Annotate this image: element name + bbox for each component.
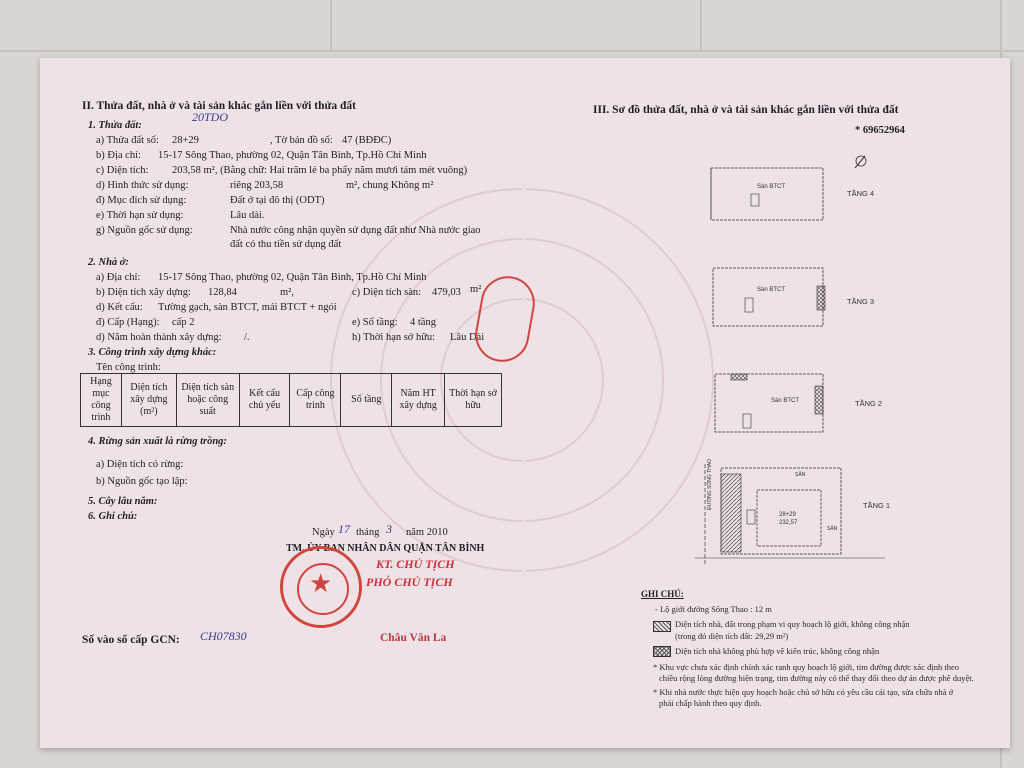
floor-tile-line [0, 50, 1024, 52]
diagram-notes-heading: GHI CHÚ: [641, 589, 684, 599]
yard-label: SÂN [795, 472, 806, 478]
table-header-cell: Cấp công trình [290, 374, 341, 427]
origin-value-1: Nhà nước công nhận quyền sử dụng đất như Nhà nước giao [230, 225, 481, 236]
floor-area-value: 479,03 [432, 287, 461, 298]
notes-heading: 6. Ghi chú: [88, 511, 138, 522]
origin-value-2: đất có thu tiền sử dụng đất [230, 239, 342, 250]
star-icon: ★ [309, 569, 333, 598]
signer-name: Châu Văn La [380, 632, 447, 644]
floor-area-label: c) Diện tích sàn: [352, 287, 422, 298]
table-header-cell: Thời hạn sở hữu [445, 374, 502, 427]
parcel-value: 28+29 [172, 135, 199, 146]
forest-origin-label: b) Nguồn gốc tạo lập: [96, 476, 188, 487]
works-name-label: Tên công trình: [96, 362, 161, 373]
crosshatch-legend-icon [653, 646, 671, 657]
land-heading: 1. Thửa đất: [88, 120, 142, 131]
parcel-label: a) Thửa đất số: [96, 135, 159, 146]
table-header-row [81, 374, 502, 427]
forest-heading: 4. Rừng sản xuất là rừng trồng: [88, 436, 227, 447]
table-header-cell: Diện tích sàn hoặc công suất [176, 374, 239, 427]
other-works-heading: 3. Công trình xây dựng khác: [88, 347, 217, 358]
table-header-cell: Diện tích xây dựng (m²) [121, 374, 176, 427]
floor-room-label: Sàn BTCT [757, 287, 786, 293]
road-setback-area [721, 474, 741, 552]
forest-area-label: a) Diện tích có rừng: [96, 459, 184, 470]
hatch-legend-icon [653, 621, 671, 632]
vice-chairman: PHÓ CHỦ TỊCH [366, 575, 453, 589]
address-value: 15-17 Sông Thao, phường 02, Quận Tân Bình, Tp.Hồ Chí Minh [158, 150, 427, 161]
date-year: năm 2010 [406, 527, 448, 538]
date-day-label: Ngày [312, 527, 335, 538]
perennial-heading: 5. Cây lâu năm: [88, 496, 158, 507]
purpose-value: Đất ở tại đô thị (ODT) [230, 195, 325, 206]
house-address-value: 15-17 Sông Thao, phường 02, Quận Tân Bình, Tp.Hồ Chí Minh [158, 272, 427, 283]
floor-tile-line [700, 0, 702, 50]
compass-icon [855, 156, 866, 168]
purpose-label: đ) Mục đích sử dụng: [96, 195, 187, 206]
left-page [40, 58, 525, 748]
other-works-table [80, 373, 502, 427]
floor-label: TẦNG 1 [863, 501, 891, 510]
table-header-cell: Kết cấu chủ yếu [239, 374, 290, 427]
note-setback-2: (trong đó diện tích đất: 29,29 m²) [675, 631, 789, 641]
table-header-cell: Hạng mục công trình [81, 374, 122, 427]
authority-title: TM. ỦY BAN NHÂN DÂN QUẬN TÂN BÌNH [286, 543, 485, 554]
handwritten-note: 20TDO [192, 110, 229, 124]
area-label: c) Diện tích: [96, 165, 149, 176]
registry-value: CH07830 [200, 629, 247, 643]
address-label: b) Địa chỉ: [96, 150, 141, 161]
note-renovation-2: phải chấp hành theo quy định. [659, 698, 762, 708]
registry-label: Số vào sổ cấp GCN: [82, 634, 180, 646]
note-setback-1: Diện tích nhà, đất trong phạm vi quy hoạch lộ giới, không công nhận [675, 619, 910, 629]
kt-chairman: KT. CHỦ TỊCH [376, 557, 455, 571]
serial-number: * 69652964 [855, 125, 905, 136]
form-label: d) Hình thức sử dụng: [96, 180, 189, 191]
year-label: d) Năm hoàn thành xây dựng: [96, 332, 222, 343]
area-value: 203,58 m², (Bằng chữ: Hai trăm lẻ ba phẩy năm mươi tám mét vuông) [172, 165, 468, 176]
parcel-number: 28+29 [779, 512, 796, 518]
floor-plan-2 [715, 374, 823, 432]
year-value: /. [244, 332, 250, 343]
land-certificate-document [40, 58, 1010, 748]
floors-value: 4 tầng [410, 317, 436, 328]
note-renovation-1: * Khi nhà nước thực hiện quy hoạch hoặc chủ sở hữu có yêu cầu cải tạo, sửa chữa nhà ở [653, 687, 954, 697]
map-label: , Tờ bản đồ số: [270, 135, 333, 146]
floor-label: TẦNG 3 [847, 297, 875, 306]
date-month: 3 [386, 522, 392, 536]
floor-label: TẦNG 2 [855, 399, 883, 408]
date-month-label: tháng [356, 527, 380, 538]
form-value: riêng 203,58 [230, 180, 284, 191]
form-common: m², chung Không m² [346, 180, 434, 191]
floors-label: e) Số tầng: [352, 317, 398, 328]
own-term-label: h) Thời hạn sở hữu: [352, 332, 436, 343]
built-area-value: 128,84 [208, 287, 237, 298]
yard-label: SÂN [827, 526, 838, 532]
house-heading: 2. Nhà ở: [88, 257, 129, 268]
floor-plan-diagram [525, 146, 1010, 616]
house-address-label: a) Địa chỉ: [96, 272, 141, 283]
section-title: II. Thửa đất, nhà ở và tài sản khác gắn liền với thửa đất [82, 100, 356, 112]
built-area-unit: m², [280, 287, 294, 298]
table-header-cell: Năm HT xây dựng [392, 374, 445, 427]
note-architecture: Diện tích nhà không phù hợp về kiến trúc, không công nhận [675, 646, 880, 656]
grade-label: đ) Cấp (Hạng): [96, 317, 160, 328]
floor-plan-3 [713, 268, 823, 326]
floor-area-unit: m² [470, 284, 482, 295]
parcel-area: 232,57 [779, 520, 798, 526]
floor-room-label: Sàn BTCT [757, 184, 786, 190]
origin-label: g) Nguồn gốc sử dụng: [96, 225, 193, 236]
structure-value: Tường gạch, sàn BTCT, mái BTCT + ngói [158, 302, 337, 313]
built-area-label: b) Diện tích xây dựng: [96, 287, 191, 298]
date-day: 17 [338, 522, 350, 536]
road-label: ĐƯỜNG SÔNG THAO [707, 459, 713, 510]
diagram-section-title: III. Sơ đồ thửa đất, nhà ở và tài sản khác gắn liền với thửa đất [593, 104, 899, 116]
map-value: 47 (BĐĐC) [342, 135, 392, 146]
floor-label: TẦNG 4 [847, 189, 875, 198]
floor-plan-4 [711, 168, 823, 220]
right-page [525, 58, 1010, 748]
official-red-seal [280, 546, 362, 628]
structure-label: d) Kết cấu: [96, 302, 143, 313]
own-term-value: Lâu Dài [450, 332, 485, 343]
term-value: Lâu dài. [230, 210, 265, 221]
note-road-width: - Lộ giới đường Sông Thao : 12 m [655, 604, 772, 614]
grade-value: cấp 2 [172, 317, 195, 328]
floor-room-label: Sàn BTCT [771, 398, 800, 404]
table-header-cell: Số tầng [341, 374, 392, 427]
note-boundary-1: * Khu vực chưa xác định chính xác ranh quy hoạch lộ giới, tim đường được xác định theo [653, 662, 959, 672]
floor-tile-line [330, 0, 332, 50]
note-boundary-2: chiều rộng lòng đường hiện trạng, tim đường này có thể thay đổi theo dự án được phê duyệt. [659, 673, 974, 683]
term-label: e) Thời hạn sử dụng: [96, 210, 184, 221]
